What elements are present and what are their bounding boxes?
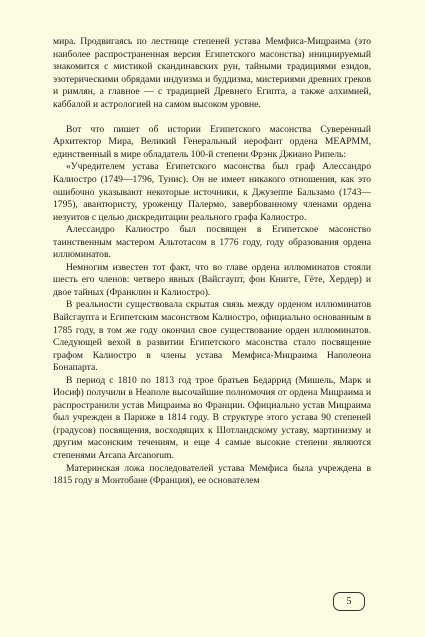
paragraph: «Учредителем устава Египетского масонства был граф Алессандро Калиостро (1749—1796, Тунис). Он не имеет никакого отношения, как это ошибочно указывают некоторые источники, к Джузеппе Бальзамо (1743—1795), авантюристу, уроженцу Палермо, завербованному членами ордена иезуитов с целью дискредитации реального графа Калиостро. <box>53 161 371 223</box>
paragraph: Алессандро Калиостро был посвящен в Египетское масонство таинственным мастером Альтотасом в 1776 году, году образования ордена иллюминатов. <box>53 224 371 261</box>
body-text <box>53 36 371 488</box>
paragraph: В период с 1810 по 1813 год трое братьев Бедаррид (Мишель, Марк и Иосиф) получили в Неаполе высочайшие полномочия от ордена Мицраима и распространили устав Мицраима во Франции. Официально устав Мицраима был учрежден в Париже в 1814 году. В структуре этого устава 90 степеней (градусов) посвящения, восходящих к Шотландскому уставу, мартинизму и другим масонским течениям, и еще 4 самые высокие степени являются степенями Arcana Arcanorum. <box>53 374 371 461</box>
paragraph: В реальности существовала скрытая связь между орденом иллюминатов Вайсгаупта и Египетским масонством Калиостро, официально основанным в 1785 году, в том же году окончил свое существование орден иллюминатов. Следующей вехой в развитии Египетского масонства стало посвящение графом Калиостро в члены устава Мемфиса-Мицраима Наполеона Бонапарта. <box>53 299 371 374</box>
page-number: 5 <box>333 592 365 611</box>
paragraph: Немногим известен тот факт, что во главе ордена иллюминатов стояли шесть его членов: четверо явных (Вайсгаупт, фон Книгге, Гёте, Хердер) и двое тайных (Франклин и Калиостро). <box>53 261 371 298</box>
paragraph: мира. Продвигаясь по лестнице степеней устава Мемфиса-Мицраима (это наиболее распространенная версия Египетского масонства) инициируемый знакомится с мистикой скандинавских рун, тайными традициями езидов, эзотерическими обрядами индуизма и буддизма, мистериями древних греков и римлян, а главное — с традицией Древнего Египта, а также алхимией, каббалой и астрологией на самом высоком уровне. <box>53 36 371 110</box>
paragraph: Материнская ложа последователей устава Мемфиса была учреждена в 1815 году в Монтобане (Франция), ее основателем <box>53 462 371 487</box>
paragraph: Вот что пишет об истории Египетского масонства Суверенный Архитектор Мира, Великий Генеральный иерофант ордена МЕАРММ, единственный в мире обладатель 100-й степени Фрэнк Джиано Рипель: <box>53 123 371 160</box>
